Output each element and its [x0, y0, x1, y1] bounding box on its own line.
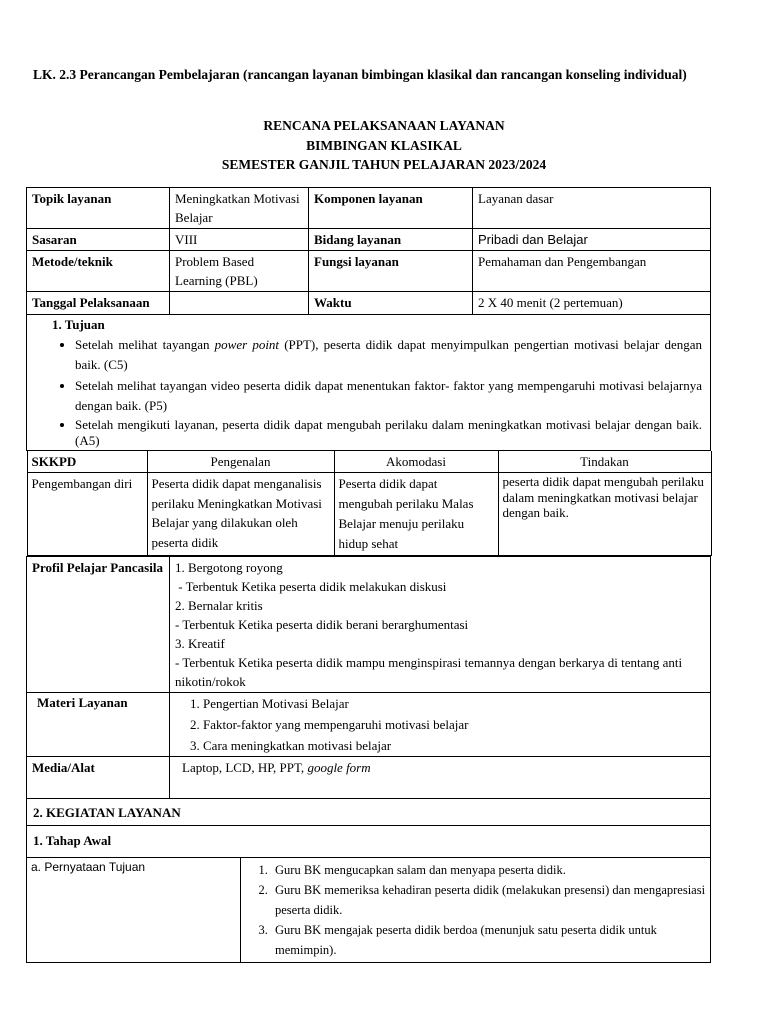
profil-line: 1. Bergotong royong: [175, 560, 283, 575]
tanggal-value: [170, 292, 309, 315]
materi-content: [170, 693, 711, 757]
document-titles: [0, 116, 768, 175]
skkpd-header: SKKPD: [27, 451, 147, 473]
bidang-label: Bidang layanan: [309, 229, 473, 251]
kegiatan-heading: 2. KEGIATAN LAYANAN: [27, 799, 711, 826]
skkpd-row-label: Pengembangan diri: [27, 473, 147, 556]
topik-value: Meningkatkan Motivasi Belajar: [170, 188, 309, 229]
row-tujuan: [27, 315, 711, 451]
row-kegiatan: [27, 799, 711, 826]
title-line-1: RENCANA PELAKSANAAN LAYANAN: [263, 118, 505, 133]
row-tahap: [27, 826, 711, 858]
tanggal-label: Tanggal Pelaksanaan: [27, 292, 170, 315]
title-line-2: BIMBINGAN KLASIKAL: [306, 137, 462, 153]
step-item: 1. Guru BK mengucapkan salam dan menyapa peserta didik.: [271, 860, 706, 880]
metode-value: Problem Based Learning (PBL): [170, 251, 309, 292]
row-media: [27, 757, 711, 799]
profil-label: Profil Pelajar Pancasila: [27, 557, 170, 693]
row-metode: [27, 251, 711, 292]
step-item: 3. Guru BK mengajak peserta didik berdoa (menunjuk satu peserta didik untuk memimpin).: [271, 920, 706, 960]
fungsi-value: Pemahaman dan Pengembangan: [473, 251, 711, 292]
waktu-label: Waktu: [309, 292, 473, 315]
materi-label: Materi Layanan: [27, 693, 170, 757]
sasaran-value: VIII: [170, 229, 309, 251]
metode-label: Metode/teknik: [27, 251, 170, 292]
tujuan-list: [35, 335, 702, 449]
col-tindakan: Tindakan: [498, 451, 711, 473]
bidang-value: Pribadi dan Belajar: [473, 229, 711, 251]
row-materi: [27, 693, 711, 757]
profil-content: [170, 557, 711, 693]
skkpd-pengenalan: Peserta didik dapat menganalisis perilaku Meningkatkan Motivasi Belajar yang dilakukan oleh peserta didik: [147, 473, 334, 556]
row-profil: [27, 557, 711, 693]
skkpd-akomodasi: Peserta didik dapat mengubah perilaku Malas Belajar menuju perilaku hidup sehat: [334, 473, 498, 556]
fungsi-label: Fungsi layanan: [309, 251, 473, 292]
materi-list: [175, 693, 705, 756]
tahap-awal: 1. Tahap Awal: [27, 826, 711, 858]
tujuan-item: • Setelah melihat tayangan power point (PPT), peserta didik dapat menyimpulkan pengertian motivasi belajar dengan baik. (C5): [75, 335, 702, 375]
pernyataan-tujuan-label: a. Pernyataan Tujuan: [27, 858, 241, 963]
row-tanggal: [27, 292, 711, 315]
komponen-value: Layanan dasar: [473, 188, 711, 229]
rpl-table: [26, 187, 711, 858]
media-value: Laptop, LCD, HP, PPT, google form: [170, 757, 711, 799]
skkpd-tindakan: peserta didik dapat mengubah perilaku dalam meningkatkan motivasi belajar dengan baik.: [498, 473, 711, 556]
row-topik: [27, 188, 711, 229]
topik-label: Topik layanan: [27, 188, 170, 229]
profil-line: 3. Kreatif: [175, 636, 225, 651]
waktu-value: 2 X 40 menit (2 pertemuan): [473, 292, 711, 315]
col-akomodasi: Akomodasi: [334, 451, 498, 473]
tujuan-heading: 1. Tujuan: [52, 317, 105, 332]
profil-line: - Terbentuk Ketika peserta didik melakukan diskusi: [175, 579, 447, 594]
tujuan-section: [27, 315, 711, 451]
profil-line: - Terbentuk Ketika peserta didik berani berarghumentasi: [175, 617, 469, 632]
row-sasaran: [27, 229, 711, 251]
step-item: 2. Guru BK memeriksa kehadiran peserta didik (melakukan presensi) dan mengapresiasi peserta didik.: [271, 880, 706, 920]
komponen-label: Komponen layanan: [309, 188, 473, 229]
materi-item: 1. Pengertian Motivasi Belajar: [203, 693, 705, 714]
kegiatan-table: [26, 857, 711, 963]
materi-item: 2. Faktor-faktor yang mempengaruhi motivasi belajar: [203, 714, 705, 735]
tujuan-item: • Setelah mengikuti layanan, peserta didik dapat mengubah perilaku dalam meningkatkan motivasi belajar dengan baik. (A5): [75, 417, 702, 449]
title-line-3: SEMESTER GANJIL TAHUN PELAJARAN 2023/2024: [221, 157, 547, 172]
skkpd-section: [27, 451, 711, 557]
materi-item: 3. Cara meningkatkan motivasi belajar: [203, 735, 705, 756]
row-skkpd: [27, 451, 711, 557]
skkpd-table: [27, 451, 712, 556]
profil-line: 2. Bernalar kritis: [175, 598, 263, 613]
media-label: Media/Alat: [27, 757, 170, 799]
col-pengenalan: Pengenalan: [147, 451, 334, 473]
steps-cell: [241, 858, 711, 963]
steps-list: [245, 860, 706, 960]
lk-title: LK. 2.3 Perancangan Pembelajaran (rancangan layanan bimbingan klasikal dan rancangan konseling individual): [33, 67, 687, 82]
sasaran-label: Sasaran: [27, 229, 170, 251]
profil-line: - Terbentuk Ketika peserta didik mampu menginspirasi temannya dengan berkarya di tentang anti nikotin/rokok: [175, 655, 683, 689]
tujuan-item: • Setelah melihat tayangan video peserta didik dapat menentukan faktor- faktor yang mempengaruhi motivasi belajarnya dengan baik. (P5): [75, 376, 702, 416]
